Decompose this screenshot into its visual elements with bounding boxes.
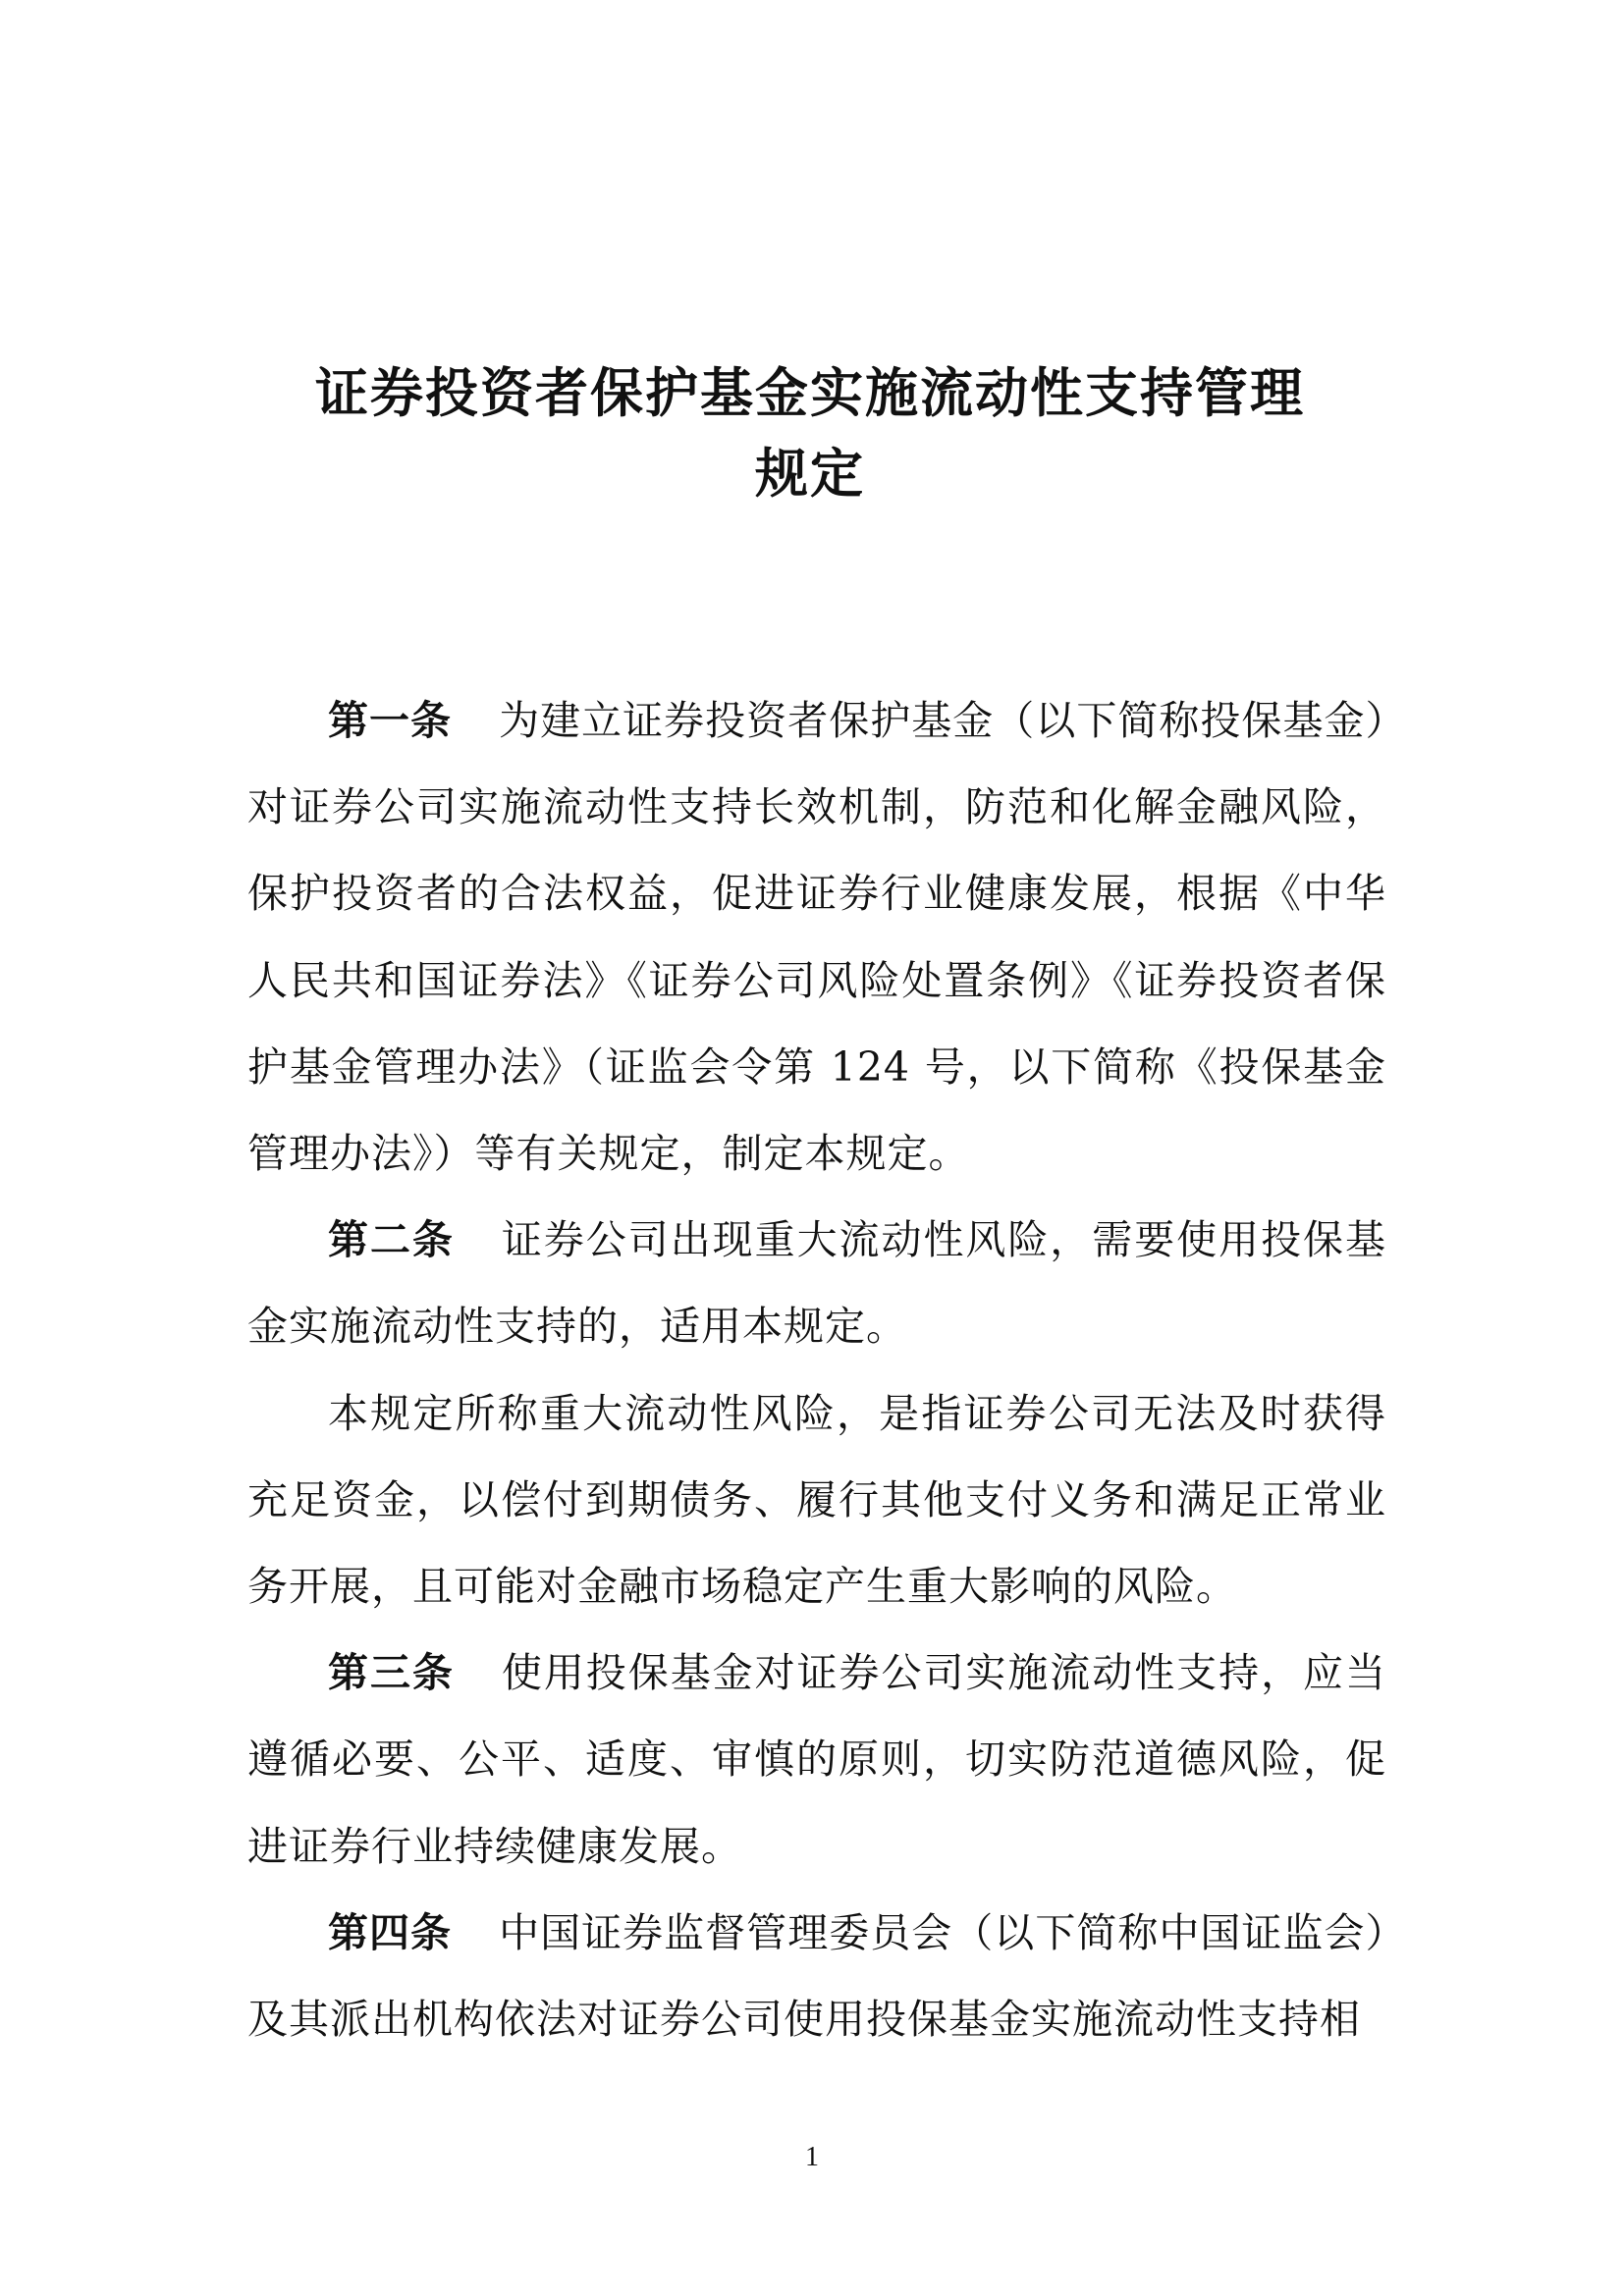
article-1-text: 为建立证券投资者保护基金（以下简称投保基金）对证券公司实施流动性支持长效机制，防范和化解金融风险，保护投资者的合法权益，促进证券行业健康发展，根据《中华人民共和国证券法》《证券公司风险处置条例》《证券投资者保护基金管理办法》（证监会令第 124 号，以下简称《投保基金管理办法》）等有关规定，制定本规定。 [247, 697, 1386, 1178]
article-3-label: 第三条 [328, 1649, 455, 1697]
article-2-paragraph [247, 1197, 1386, 1369]
article-4-text: 中国证券监督管理委员会（以下简称中国证监会）及其派出机构依法对证券公司使用投保基金实施流动性支持相 [247, 1908, 1386, 2044]
article-4-paragraph [247, 1890, 1386, 2062]
article-1-label: 第一条 [328, 697, 453, 744]
article-3-text: 使用投保基金对证券公司实施流动性支持，应当遵循必要、公平、适度、审慎的原则，切实防范道德风险，促进证券行业持续健康发展。 [247, 1649, 1387, 1870]
article-2-subparagraph-text: 本规定所称重大流动性风险，是指证券公司无法及时获得充足资金，以偿付到期债务、履行其他支付义务和满足正常业务开展，且可能对金融市场稳定产生重大影响的风险。 [247, 1389, 1386, 1611]
document-body [247, 677, 1386, 2062]
article-2-text: 证券公司出现重大流动性风险，需要使用投保基金实施流动性支持的，适用本规定。 [247, 1216, 1387, 1351]
document-title-line-1: 证券投资者保护基金实施流动性支持管理 [315, 361, 1305, 424]
document-title-line-2: 规定 [755, 442, 865, 505]
article-2-subparagraph [247, 1370, 1386, 1630]
article-3-paragraph [247, 1629, 1386, 1890]
article-2-label: 第二条 [328, 1216, 455, 1264]
page-number: 1 [805, 2142, 819, 2172]
article-4-label: 第四条 [328, 1908, 453, 1956]
article-1-paragraph [247, 677, 1386, 1197]
